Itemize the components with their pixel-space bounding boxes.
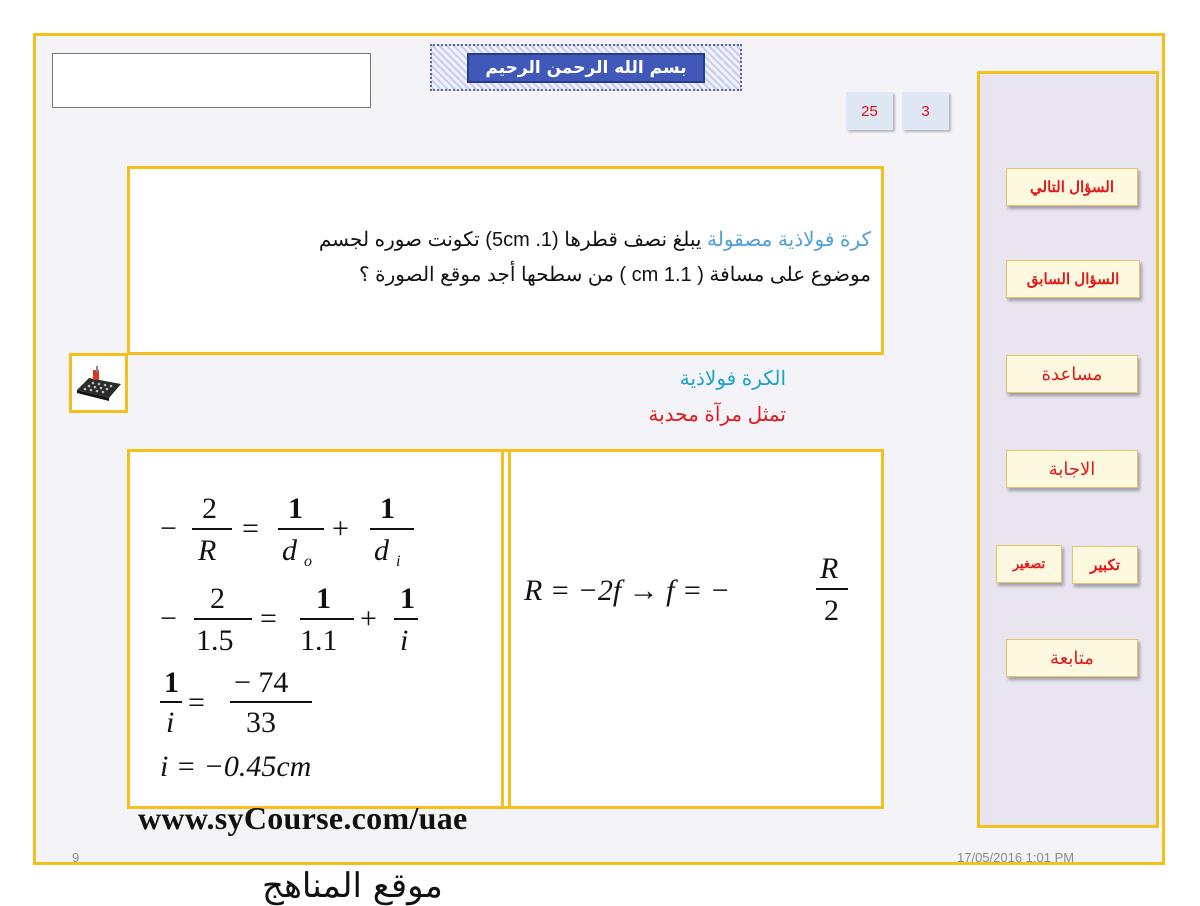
relation-frac-num: R [820,552,839,585]
eq1-lhs-num: 2 [202,492,217,525]
watermark-url: www.syCourse.com/uae [138,800,468,836]
plus-sign: + [332,512,349,545]
basmala-banner [430,44,742,91]
hint-line-2: تمثل مرآة محدبة [648,404,786,426]
watermark-arabic: موقع المناهج [262,866,443,906]
eq2-r1-den: 1.1 [300,624,338,657]
answer-input[interactable] [52,53,371,108]
relation-frac-den: 2 [824,594,839,627]
eq2-r2-den: i [400,624,409,657]
eq1-r1-num: 1 [288,492,303,525]
eq3-r-den: 33 [246,706,276,739]
continue-button[interactable]: متابعة [1006,639,1138,677]
eq3-lhs-den: i [166,706,175,739]
question-line2: موضوع على مسافة ( 1.1 cm ) من سطحها أجد موقع الصورة ؟ [358,264,871,286]
eq2-lhs-den: 1.5 [196,624,234,657]
zoom-in-button[interactable]: تكبير [1072,546,1138,584]
eq4-result: i = −0.45cm [160,750,312,783]
focal-relation [514,452,884,806]
eq1-r2-sub: i [396,553,401,570]
question-text [171,223,871,293]
plus-sign: + [360,602,377,635]
basmala-text: بسم الله الرحمن الرحيم [467,53,704,83]
equals-sign: = [188,686,205,719]
solution-box [127,449,884,809]
question-highlight: كرة فولاذية مصقولة [707,229,871,251]
eq2-lhs-num: 2 [210,582,225,615]
eq3-lhs-num: 1 [164,666,179,699]
help-button[interactable]: مساعدة [1006,355,1138,393]
eq2-r2-num: 1 [400,582,415,615]
page-number: 9 [72,850,80,865]
zoom-out-button[interactable]: تصغير [996,545,1062,583]
current-question-counter: 3 [902,92,949,130]
column-divider [508,452,511,806]
answer-button[interactable]: الاجابة [1006,450,1138,488]
eq3-r-num: − 74 [234,666,289,699]
equals-sign: = [242,512,259,545]
eq1-lhs-den: R [198,534,217,567]
eq2-r1-num: 1 [316,582,331,615]
equals-sign: = [260,602,277,635]
relation-left: R = −2f → f = − [524,574,730,607]
question-line1-rest: يبلغ نصف قطرها (1. 5cm) تكونت صوره لجسم [318,229,708,251]
next-question-button[interactable]: السؤال التالي [1006,168,1138,206]
total-questions-counter: 25 [846,92,893,130]
eq1-r2-num: 1 [380,492,395,525]
solution-equations [130,452,498,806]
hint-line-1: الكرة فولاذية [679,368,786,390]
eq1-r1-den: d [282,534,297,567]
minus-sign: − [160,512,177,545]
eq1-r2-den: d [374,534,389,567]
previous-question-button[interactable]: السؤال السابق [1006,260,1140,298]
minus-sign: − [160,602,177,635]
question-box [127,166,884,355]
eq1-r1-sub: o [304,553,312,570]
speaker-icon[interactable] [69,353,128,413]
column-divider [501,452,504,806]
slide-datetime: 17/05/2016 1:01 PM [957,850,1075,865]
